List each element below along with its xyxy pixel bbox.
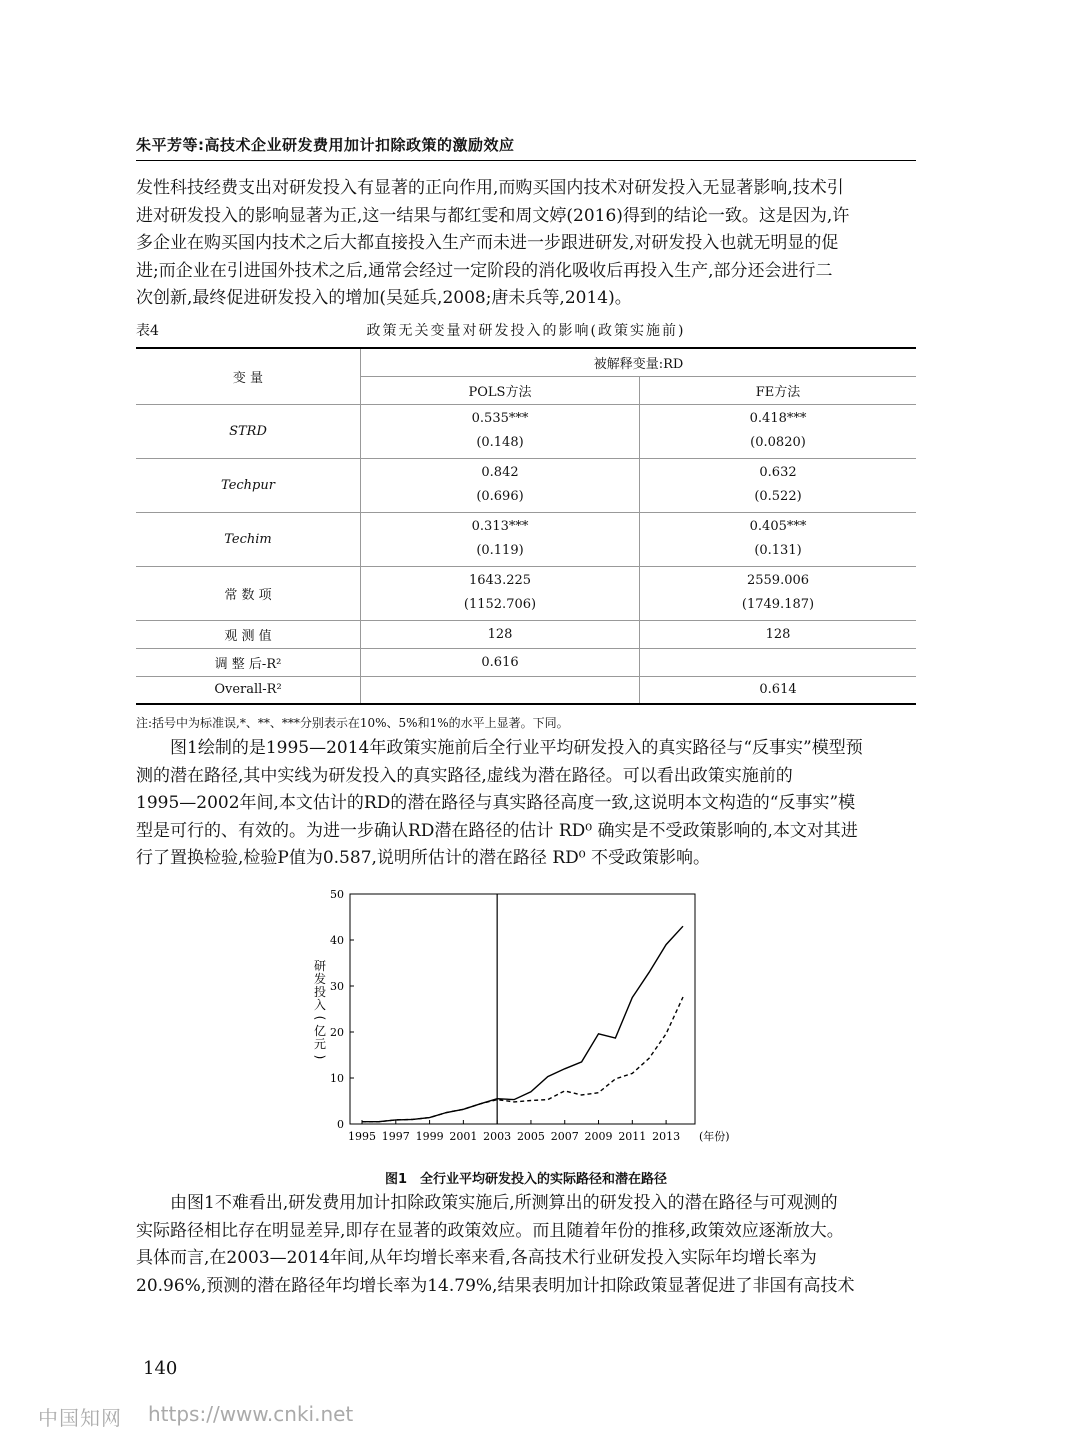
overall-pols xyxy=(361,676,640,704)
actual-path-line xyxy=(362,926,683,1121)
coef: 2559.006 xyxy=(746,573,810,588)
header-dependent: 被解释变量:RD xyxy=(361,348,917,376)
paragraph-line: 次创新,最终促进研发投入的增加(吴延兵,2008;唐未兵等,2014)。 xyxy=(136,288,632,309)
coef: 0.313*** xyxy=(471,519,529,534)
header-fe: FE方法 xyxy=(640,376,917,404)
x-unit-label: (年份) xyxy=(699,1130,730,1143)
plot-frame xyxy=(350,894,695,1124)
line-chart xyxy=(300,884,760,1154)
std-error: (0.0820) xyxy=(750,435,806,450)
paragraph-3 xyxy=(136,1190,916,1300)
paragraph-line: 由图1不难看出,研发费用加计扣除政策实施后,所测算出的研发投入的潜在路径与可观测的 xyxy=(136,1193,838,1213)
var-name: Techim xyxy=(136,512,361,566)
table-note: 注:括号中为标准误,*、**、***分别表示在10%、5%和1%的水平上显著。下同。 xyxy=(136,716,569,730)
paragraph-line: 进对研发投入的影响显著为正,这一结果与都红雯和周文婷(2016)得到的结论一致。这是因为,许 xyxy=(136,205,850,226)
coef: 1643.225 xyxy=(468,573,532,588)
table-row xyxy=(136,512,916,566)
overall-fe: 0.614 xyxy=(640,676,917,704)
std-error: (0.696) xyxy=(476,489,524,504)
table-row xyxy=(136,676,916,704)
obs-label: 观 测 值 xyxy=(136,620,361,648)
header-rule xyxy=(136,160,916,161)
std-error: (0.148) xyxy=(476,435,524,450)
paragraph-line: 多企业在购买国内技术之后大都直接投入生产而未进一步跟进研发,对研发投入也就无明显的促 xyxy=(136,233,839,254)
figure-caption: 图1 全行业平均研发投入的实际路径和潜在路径 xyxy=(384,1172,668,1187)
y-tick-label: 40 xyxy=(330,934,344,947)
obs-fe: 128 xyxy=(640,620,917,648)
y-tick-label: 50 xyxy=(330,888,344,901)
cnki-logo: 中国知网 xyxy=(38,1406,122,1430)
table-row xyxy=(136,458,916,512)
std-error: (0.119) xyxy=(476,543,524,558)
figure-1 xyxy=(300,884,760,1154)
y-tick-label: 10 xyxy=(330,1072,344,1085)
std-error: (0.131) xyxy=(754,543,802,558)
paragraph-line: 行了置换检验,检验P值为0.587,说明所估计的潜在路径 RD⁰ 不受政策影响。 xyxy=(136,848,710,869)
y-axis-label: 投 xyxy=(313,985,327,999)
y-axis-label: ( xyxy=(313,1015,327,1021)
std-error: (0.522) xyxy=(754,489,802,504)
page-number: 140 xyxy=(143,1358,178,1379)
x-tick-label: 2007 xyxy=(550,1130,579,1143)
x-tick-label: 2003 xyxy=(483,1130,512,1143)
adjr2-fe xyxy=(640,648,917,676)
paragraph-line: 具体而言,在2003—2014年间,从年均增长率来看,各高技术行业研发投入实际年均增长率为 xyxy=(136,1248,817,1269)
paragraph-line: 1995—2002年间,本文估计的RD的潜在路径与真实路径高度一致,这说明本文构造的“反事实”模 xyxy=(136,793,856,814)
table-row xyxy=(136,648,916,676)
y-axis-label: ) xyxy=(313,1054,327,1060)
std-error: (1152.706) xyxy=(463,597,537,612)
coef: 0.418*** xyxy=(749,411,807,426)
coef: 0.842 xyxy=(481,465,519,480)
paragraph-1 xyxy=(136,175,916,313)
paragraph-line: 图1绘制的是1995—2014年政策实施前后全行业平均研发投入的真实路径与“反事实”模型预 xyxy=(136,738,863,758)
x-tick-label: 2005 xyxy=(516,1130,545,1143)
std-error: (1749.187) xyxy=(741,597,815,612)
paragraph-line: 型是可行的、有效的。为进一步确认RD潜在路径的估计 RD⁰ 确实是不受政策影响的,本文对其进 xyxy=(136,820,858,841)
coef: 0.632 xyxy=(759,465,797,480)
paragraph-2 xyxy=(136,735,916,873)
var-name: Techpur xyxy=(136,458,361,512)
x-tick-label: 2001 xyxy=(449,1130,478,1143)
paragraph-line: 20.96%,预测的潜在路径年均增长率为14.79%,结果表明加计扣除政策显著促进了非国有高技术 xyxy=(136,1275,855,1296)
y-axis-label: 元 xyxy=(313,1037,327,1051)
x-tick-label: 2011 xyxy=(618,1130,647,1143)
paragraph-line: 实际路径相比存在明显差异,即存在显著的政策效应。而且随着年份的推移,政策效应逐渐放大。 xyxy=(136,1220,844,1241)
y-tick-label: 20 xyxy=(330,1026,344,1039)
y-axis-label: 亿 xyxy=(313,1024,327,1038)
var-name: 常 数 项 xyxy=(136,566,361,620)
obs-pols: 128 xyxy=(361,620,640,648)
x-tick-label: 1997 xyxy=(381,1130,410,1143)
y-tick-label: 0 xyxy=(337,1118,344,1131)
x-tick-label: 2013 xyxy=(652,1130,681,1143)
var-name: STRD xyxy=(136,404,361,458)
regression-table xyxy=(136,347,916,705)
header-pols: POLS方法 xyxy=(361,376,640,404)
potential-path-line xyxy=(362,997,683,1122)
table-row xyxy=(136,404,916,458)
table-row xyxy=(136,620,916,648)
adjr2-label: 调 整 后-R² xyxy=(136,648,361,676)
paragraph-line: 进;而企业在引进国外技术之后,通常会经过一定阶段的消化吸收后再投入生产,部分还会进行二 xyxy=(136,260,833,281)
table-row xyxy=(136,566,916,620)
coef: 0.405*** xyxy=(749,519,807,534)
coef: 0.535*** xyxy=(471,411,529,426)
adjr2-pols: 0.616 xyxy=(361,648,640,676)
header-variable: 变 量 xyxy=(136,348,361,404)
running-head: 朱平芳等:高技术企业研发费用加计扣除政策的激励效应 xyxy=(136,136,515,154)
x-tick-label: 2009 xyxy=(584,1130,613,1143)
paragraph-line: 测的潜在路径,其中实线为研发投入的真实路径,虚线为潜在路径。可以看出政策实施前的 xyxy=(136,765,793,786)
x-tick-label: 1995 xyxy=(348,1130,376,1143)
table-title: 政策无关变量对研发投入的影响(政策实施前) xyxy=(366,323,686,339)
overall-label: Overall-R² xyxy=(136,676,361,704)
y-axis-label: 发 xyxy=(313,972,327,986)
cnki-url[interactable]: https://www.cnki.net xyxy=(148,1402,354,1426)
paragraph-line: 发性科技经费支出对研发投入有显著的正向作用,而购买国内技术对研发投入无显著影响,技术引 xyxy=(136,178,844,198)
y-tick-label: 30 xyxy=(330,980,344,993)
table-label: 表4 xyxy=(136,323,159,339)
y-axis-label: 入 xyxy=(313,998,327,1012)
x-tick-label: 1999 xyxy=(415,1130,444,1143)
y-axis-label: 研 xyxy=(313,959,327,973)
